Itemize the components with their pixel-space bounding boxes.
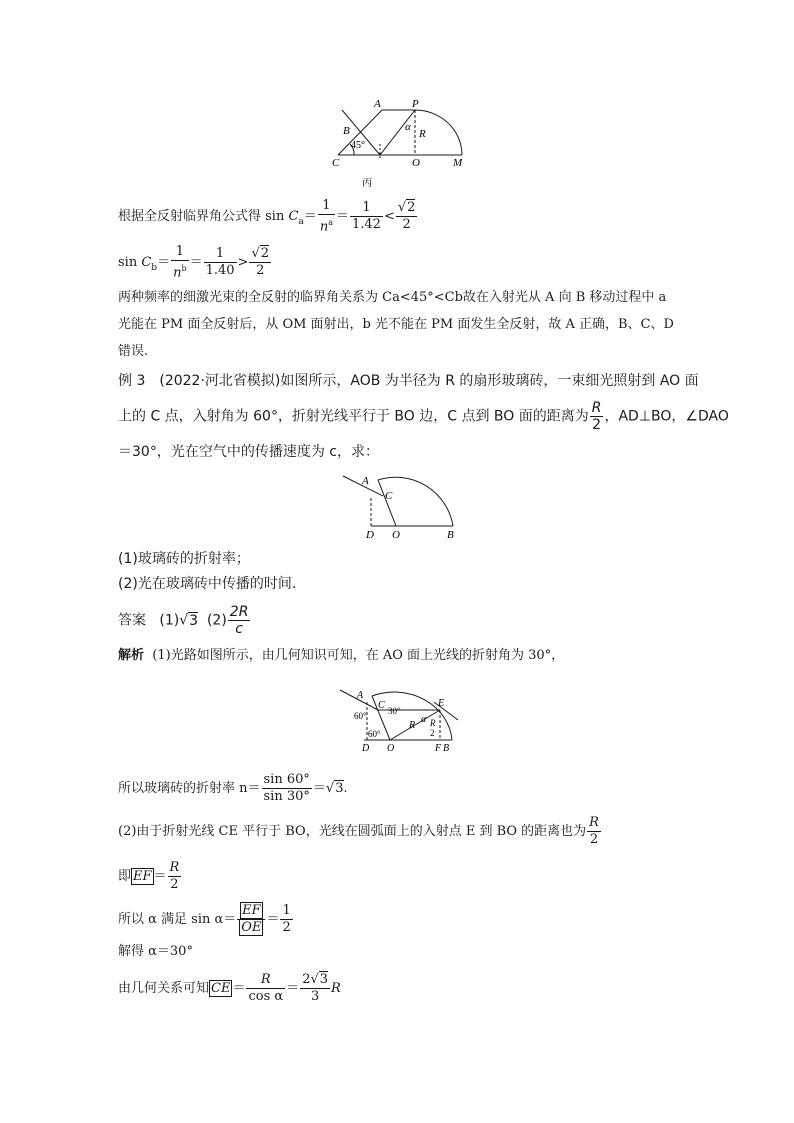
label-alpha: α (421, 714, 427, 725)
ce-line: 由几何关系可知 CE ＝ $\frac{R}{\text{cos α}}$ ＝ $\frac{2√3}{3}$ R (118, 972, 341, 1004)
label-D: D (362, 743, 370, 754)
label-R-half-num: R (430, 718, 436, 728)
example-line-2: 上的 C 点，入射角为 60°，折射光线平行于 BO 边，C 点到 BO 面的距离为 $\frac{R}{2}$ ，AD⊥BO，∠DAO (118, 400, 729, 433)
paragraph-line-2: 光能在 PM 面全反射后，从 OM 面射出，b 光不能在 PM 面发生全反射，故 A 正确，B、C、D (118, 317, 674, 332)
answer-line: 答案 (1)√3 (2) $\frac{2R}{c}$ (118, 604, 249, 637)
refractive-index-line: 所以玻璃砖的折射率 n＝ $\frac{\sin 60^\circ}{\sin 30^\circ}$ ＝√3. (118, 772, 348, 804)
label-M: M (453, 157, 463, 169)
solve-alpha-line: 解得 α＝30° (118, 944, 193, 959)
label-D: D (366, 529, 374, 541)
sin-alpha-line: 所以 α 满足 sin α＝ $\frac{EF}{OE}$ ＝ $\frac{1}{2}$ (118, 903, 291, 935)
label-O: O (392, 529, 400, 541)
label-angle-30: 30° (388, 706, 401, 716)
formula-line-a: 根据全反射临界角公式得 $\sin C_a=$ $\frac{1}{n^a}$ ＝ $\frac{1}{1.42}$ < $\frac{√2}{2}$ (118, 198, 416, 235)
analysis-line: 解析 (1)光路如图所示，由几何知识可知，在 AO 面上光线的折射角为 30°， (118, 648, 565, 663)
label-O: O (387, 743, 395, 754)
label-angle-45: 45° (351, 140, 365, 151)
label-R: R (419, 128, 426, 140)
label-P: P (412, 98, 419, 110)
paragraph-line-3: 错误. (118, 344, 149, 359)
label-E: E (438, 698, 445, 709)
label-C: C (332, 157, 340, 169)
label-A: A (362, 475, 369, 487)
label-angle-60-bottom: 60° (368, 729, 381, 739)
formula-line-b: $\sin C_b=$ $\frac{1}{n^b}$ ＝ $\frac{1}{1.40}$ > $\frac{√2}{2}$ (118, 244, 270, 281)
figure-lightpath-diagram (338, 684, 463, 756)
label-A: A (374, 98, 381, 110)
figure-sector-diagram (338, 470, 463, 542)
solution-part2-line: (2)由于折射光线 CE 平行于 BO，光线在圆弧面上的入射点 E 到 BO 的距离也为 $\frac{R}{2}$ (118, 815, 599, 847)
question-2: (2)光在玻璃砖中传播的时间. (118, 576, 297, 592)
label-O: O (412, 157, 420, 169)
radius-AO (378, 480, 396, 526)
label-B: B (343, 125, 350, 137)
example-line-3: ＝30°，光在空气中的传播速度为 c，求： (118, 444, 379, 460)
paragraph-line-1: 两种频率的细激光束的全反射的临界角关系为 Ca<45°<Cb故在入射光从 A 向 B 移动过程中 a (118, 290, 667, 305)
label-R-half-den: 2 (430, 728, 435, 738)
figure-prism-diagram (330, 96, 470, 191)
label-alpha: α (405, 121, 411, 133)
figure-caption: 丙 (362, 178, 372, 189)
ef-line: 即 EF ＝ $\frac{R}{2}$ (118, 860, 180, 892)
label-B: B (447, 529, 454, 541)
label-B: B (443, 743, 450, 754)
label-F: F (435, 743, 442, 754)
label-C: C (385, 490, 393, 502)
label-C: C (378, 700, 385, 711)
question-1: (1)玻璃砖的折射率； (118, 551, 250, 567)
label-angle-60-top: 60° (354, 711, 367, 721)
example-line-1: 例 3 (2022·河北省模拟)如图所示，AOB 为半径为 R 的扇形玻璃砖，一束细光照射到 AO 面 (118, 373, 699, 389)
label-A: A (357, 690, 364, 701)
label-R: R (409, 720, 416, 731)
